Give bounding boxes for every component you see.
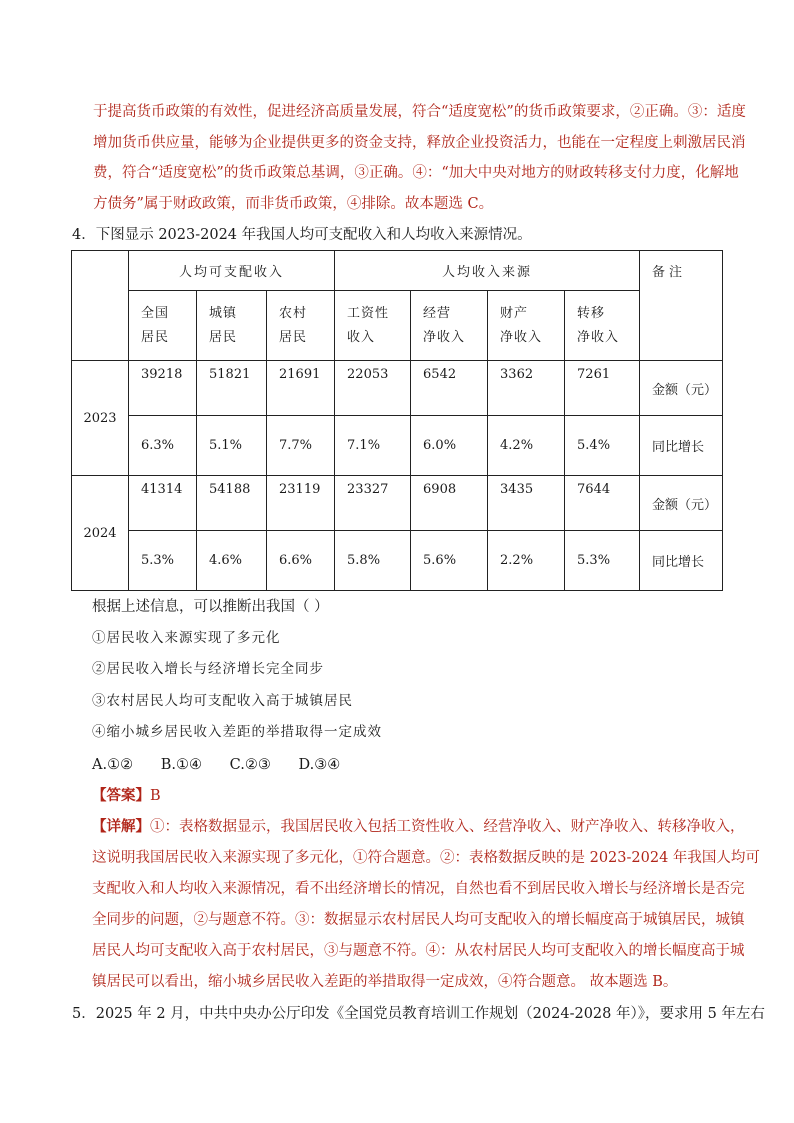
question-prompt: 根据上述信息，可以推断出我国（ ）: [92, 599, 329, 615]
header-disposable-income: 人均可支配收入: [129, 251, 335, 291]
table-cell: 41314: [129, 476, 197, 531]
col-header: 工资性 收入: [335, 291, 411, 361]
table-cell: 5.8%: [335, 531, 411, 591]
detail-line-3: 支配收入和人均收入来源情况，看不出经济增长的情况，自然也看不到居民收入增长与经济增长是否完: [92, 881, 745, 897]
detail-text: ①：表格数据显示，我国居民收入包括工资性收入、经营净收入、财产净收入、转移净收入，: [150, 819, 745, 835]
table-cell: 23119: [267, 476, 335, 531]
intro-line-2: 增加货币供应量，能够为企业提供更多的资金支持，释放企业投资活力，也能在一定程度上刺激居民消: [93, 135, 746, 151]
table-corner-cell: [72, 251, 129, 361]
option-1: ①居民收入来源实现了多元化: [92, 630, 281, 646]
detail-tag: 【详解】: [92, 818, 150, 835]
table-cell: 51821: [197, 361, 267, 416]
table-cell: 39218: [129, 361, 197, 416]
table-cell: 7.7%: [267, 416, 335, 476]
header-remark: [640, 251, 723, 361]
table-cell: 21691: [267, 361, 335, 416]
col-header: 城镇 居民: [197, 291, 267, 361]
row-note: 同比增长: [640, 416, 723, 476]
detail-line-2: 这说明我国居民收入来源实现了多元化，①符合题意。②：表格数据反映的是 2023-2024 年我国人均可: [92, 850, 760, 866]
table-cell: 2.2%: [488, 531, 565, 591]
year-cell: 2023: [72, 361, 129, 476]
table-row: [72, 416, 723, 476]
answer-value: B: [150, 788, 161, 804]
col-header: 全国 居民: [129, 291, 197, 361]
table-cell: 3435: [488, 476, 565, 531]
header-remark-label: 备注: [652, 265, 687, 280]
table-cell: 5.6%: [411, 531, 488, 591]
table-cell: 4.6%: [197, 531, 267, 591]
question-4-stem: 4．下图显示 2023-2024 年我国人均可支配收入和人均收入来源情况。: [72, 227, 532, 243]
income-table: [71, 250, 723, 591]
table-cell: 3362: [488, 361, 565, 416]
table-cell: 4.2%: [488, 416, 565, 476]
table-cell: 54188: [197, 476, 267, 531]
intro-line-4: 方债务”属于财政政策，而非货币政策，④排除。故本题选 C。: [93, 196, 494, 212]
table-header-row-2: [72, 291, 723, 361]
table-cell: 6.3%: [129, 416, 197, 476]
question-5-stem: 5．2025 年 2 月，中共中央办公厅印发《全国党员教育培训工作规划（2024-2028 年）》，要求用 5 年左右: [72, 1006, 765, 1022]
col-header: 农村 居民: [267, 291, 335, 361]
table-row: [72, 531, 723, 591]
table-cell: 6.6%: [267, 531, 335, 591]
col-header: 经营 净收入: [411, 291, 488, 361]
detail-line-5: 居民人均可支配收入高于农村居民，③与题意不符。④：从农村居民人均可支配收入的增长幅度高于城: [92, 943, 745, 959]
row-note: 金额（元）: [640, 361, 723, 416]
row-note: 同比增长: [640, 531, 723, 591]
table-cell: 5.4%: [565, 416, 640, 476]
table-cell: 7261: [565, 361, 640, 416]
table-cell: 6542: [411, 361, 488, 416]
answer-choices: A.①② B.①④ C.②③ D.③④: [92, 757, 341, 773]
table-cell: 6.0%: [411, 416, 488, 476]
intro-line-1: 于提高货币政策的有效性，促进经济高质量发展，符合“适度宽松”的货币政策要求，②正确。③：适度: [93, 104, 746, 120]
table-row: [72, 361, 723, 416]
option-3: ③农村居民人均可支配收入高于城镇居民: [92, 693, 353, 709]
table-cell: 5.1%: [197, 416, 267, 476]
detail-line-6: 镇居民可以看出，缩小城乡居民收入差距的举措取得一定成效，④符合题意。 故本题选 B。: [92, 974, 678, 990]
table-cell: 7.1%: [335, 416, 411, 476]
table-cell: 5.3%: [565, 531, 640, 591]
col-header: 转移 净收入: [565, 291, 640, 361]
intro-line-3: 费，符合“适度宽松”的货币政策总基调，③正确。④：“加大中央对地方的财政转移支付力度，化解地: [93, 165, 739, 181]
table-cell: 5.3%: [129, 531, 197, 591]
answer-tag: 【答案】: [92, 787, 150, 804]
detail-line-1: [92, 817, 745, 837]
detail-line-4: 全同步的问题，②与题意不符。③：数据显示农村居民人均可支配收入的增长幅度高于城镇居民，城镇: [92, 912, 745, 928]
option-4: ④缩小城乡居民收入差距的举措取得一定成效: [92, 724, 382, 740]
table-cell: 23327: [335, 476, 411, 531]
table-row: [72, 476, 723, 531]
table-cell: 6908: [411, 476, 488, 531]
option-2: ②居民收入增长与经济增长完全同步: [92, 661, 324, 677]
answer-line: [92, 786, 161, 806]
col-header: 财产 净收入: [488, 291, 565, 361]
year-cell: 2024: [72, 476, 129, 591]
table-cell: 7644: [565, 476, 640, 531]
table-cell: 22053: [335, 361, 411, 416]
table-header-row-1: [72, 251, 723, 291]
header-income-source: 人均收入来源: [335, 251, 640, 291]
row-note: 金额（元）: [640, 476, 723, 531]
